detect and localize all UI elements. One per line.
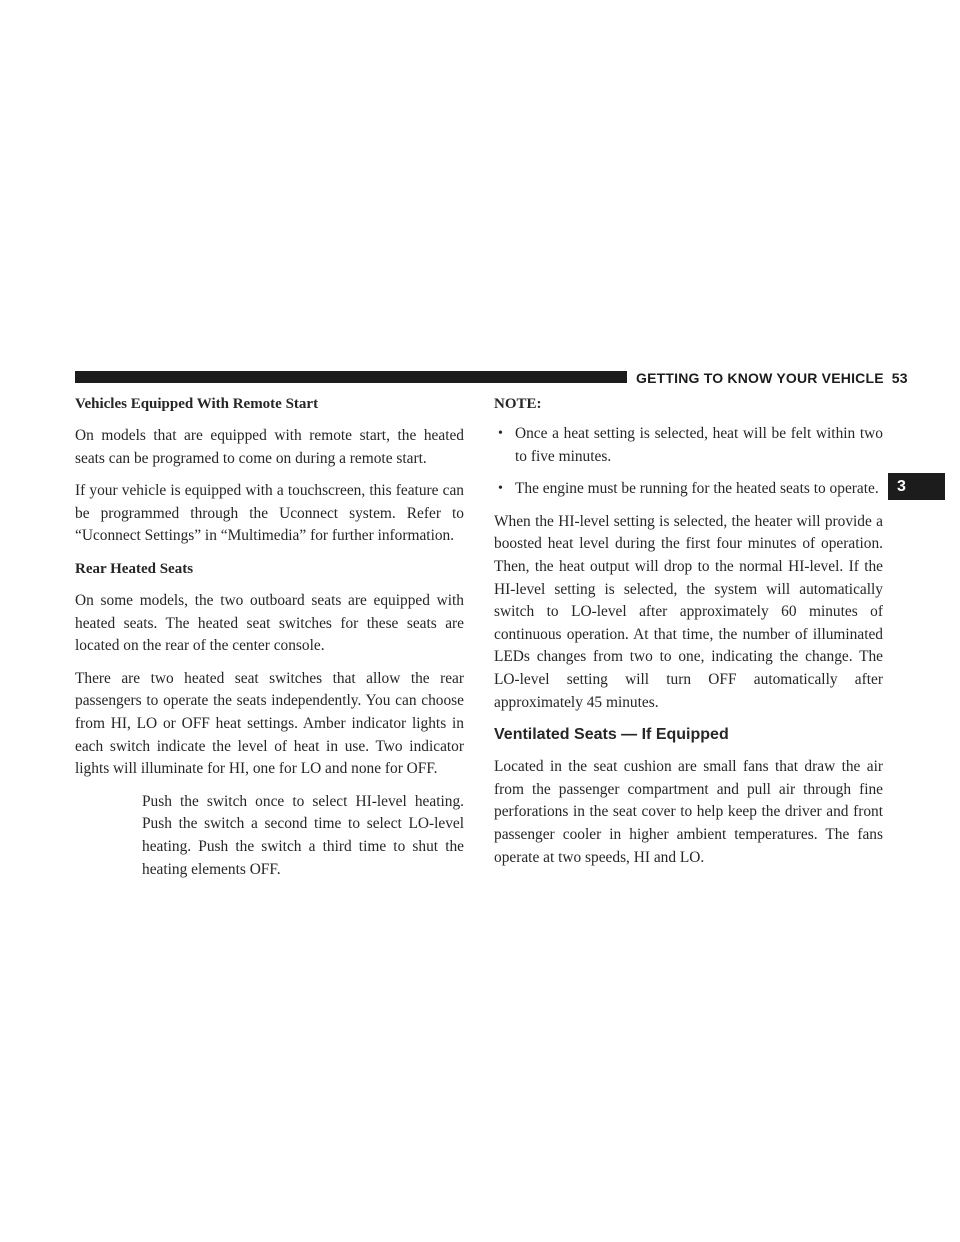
paragraph-ventilated-seats: Located in the seat cushion are small fans that draw the air from the passenger compartment and pull air through fine perforations in the seat cover to help keep the driver and front passenger cooler in higher ambient temperatures. The fans operate at two speeds, HI and LO. [494,758,883,866]
list-item: • Once a heat setting is selected, heat will be felt within two to five minutes. [498,425,883,465]
page-number: 53 [891,370,908,386]
header-rule [75,371,627,383]
paragraph-touchscreen: If your vehicle is equipped with a touchscreen, this feature can be programmed through the Uconnect system. Refer to “Uconnect Settings” in “Multimedia” for further information. [75,482,464,545]
list-item: • The engine must be running for the heated seats to operate. [494,478,883,501]
heading-rear-heated-seats: Rear Heated Seats [75,560,194,577]
bullet-icon: • [498,481,503,497]
bullet-icon: • [498,426,503,441]
chapter-tab: 3 [888,473,945,500]
note-title: NOTE: [494,396,542,412]
left-column [75,393,464,891]
paragraph-rear-seats-location: On some models, the two outboard seats are equipped with heated seats. The heated seat switches for these seats are located on the rear of the center console. [75,591,464,655]
heading-remote-start: Vehicles Equipped With Remote Start [75,396,319,412]
section-title: GETTING TO KNOW YOUR VEHICLE [636,370,884,386]
running-header [636,370,908,386]
paragraph-push-switch: Push the switch once to select HI-level heating. Push the switch a second time to select LO-level heating. Push the switch a third time to shut the heating elements OFF. [142,792,464,878]
note-list [494,423,883,501]
paragraph-rear-seat-switches: There are two heated seat switches that allow the rear passengers to operate the seats independently. You can choose from HI, LO or OFF heat settings. Amber indicator lights in each switch indicate the level of heat in use. Two indicator lights will illuminate for HI, one for LO and none for OFF. [75,669,464,778]
right-column [494,393,883,879]
paragraph-remote-start: On models that are equipped with remote start, the heated seats can be programed to come on during a remote start. [75,427,464,467]
paragraph-hi-level: When the HI-level setting is selected, the heater will provide a boosted heat level during the first four minutes of operation. Then, the heat output will drop to the normal HI-level. If the HI-level setting is selected, the system will automatically switch to LO-level after approximately 60 minutes of continuous operation. At that time, the number of illuminated LEDs changes from two to one, indicating the change. The LO-level setting will turn OFF automatically after approximately 45 minutes. [494,512,883,711]
heading-ventilated-seats: Ventilated Seats — If Equipped [494,726,729,744]
